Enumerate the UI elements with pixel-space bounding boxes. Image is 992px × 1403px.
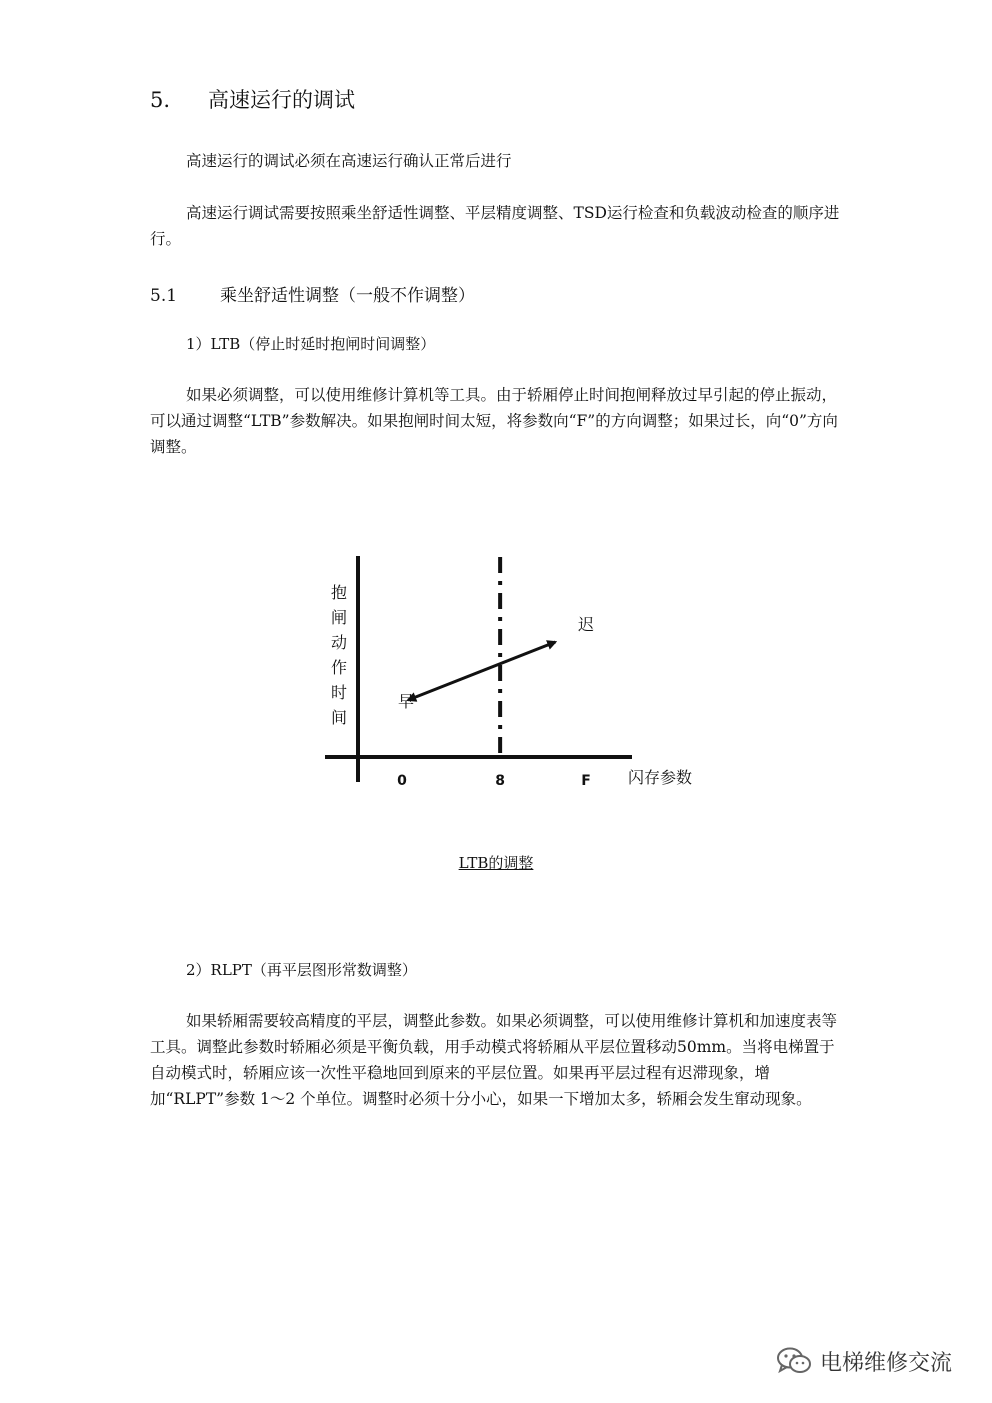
early-label: 早 bbox=[398, 692, 415, 711]
section-5-paragraph-2: 高速运行调试需要按照乘坐舒适性调整、平层精度调整、TSD运行检查和负载波动检查的顺序进行。 bbox=[150, 204, 840, 248]
section-title: 乘坐舒适性调整（一般不作调整） bbox=[220, 286, 475, 306]
x-tick-labels bbox=[397, 773, 591, 789]
ltb-chart bbox=[0, 540, 992, 840]
x-tick-label: 0 bbox=[397, 773, 407, 789]
wechat-icon bbox=[776, 1346, 812, 1376]
y-axis-label-char: 时 bbox=[330, 683, 348, 702]
y-axis-label-char: 抱 bbox=[330, 583, 348, 602]
watermark-text: 电梯维修交流 bbox=[820, 1350, 953, 1376]
y-axis-label-char: 闸 bbox=[330, 608, 348, 627]
y-axis-label-char: 动 bbox=[330, 633, 348, 652]
item-2-heading: 2）RLPT（再平层图形常数调整） bbox=[186, 961, 417, 979]
section-number: 5.1 bbox=[150, 286, 178, 306]
x-tick-label: F bbox=[581, 773, 591, 789]
chart-caption: LTB的调整 bbox=[458, 854, 534, 872]
section-5-1-heading bbox=[150, 281, 475, 306]
section-5-paragraph-1: 高速运行的调试必须在高速运行确认正常后进行 bbox=[186, 152, 512, 170]
y-axis-label bbox=[331, 583, 347, 727]
x-tick-label: 8 bbox=[495, 773, 506, 789]
watermark bbox=[776, 1344, 952, 1378]
x-axis-label: 闪存参数 bbox=[628, 768, 693, 787]
item-1-heading: 1）LTB（停止时延时抱闸时间调整） bbox=[186, 335, 436, 353]
late-label: 迟 bbox=[578, 615, 595, 634]
item-1-paragraph: 如果必须调整，可以使用维修计算机等工具。由于轿厢停止时间抱闸释放过早引起的停止振动，可以通过调整“LTB”参数解决。如果抱闸时间太短，将参数向“F”的方向调整；如果过长，向“0”方向调整。 bbox=[150, 386, 838, 456]
section-title: 高速运行的调试 bbox=[208, 88, 355, 112]
section-number: 5. bbox=[150, 88, 171, 112]
y-axis-label-char: 作 bbox=[330, 658, 348, 677]
section-5-heading bbox=[150, 84, 355, 114]
y-axis-label-char: 间 bbox=[330, 708, 348, 727]
item-2-paragraph: 如果轿厢需要较高精度的平层，调整此参数。如果必须调整，可以使用维修计算机和加速度表等工具。调整此参数时轿厢必须是平衡负载，用手动模式将轿厢从平层位置移动50mm。当将电梯置于自动模式时，轿厢应该一次性平稳地回到原来的平层位置。如果再平层过程有迟滞现象，增加“RLPT”参数 1～2 个单位。调整时必须十分小心，如果一下增加太多，轿厢会发生窜动现象。 bbox=[150, 1012, 838, 1108]
adjustment-arrow bbox=[408, 642, 555, 700]
